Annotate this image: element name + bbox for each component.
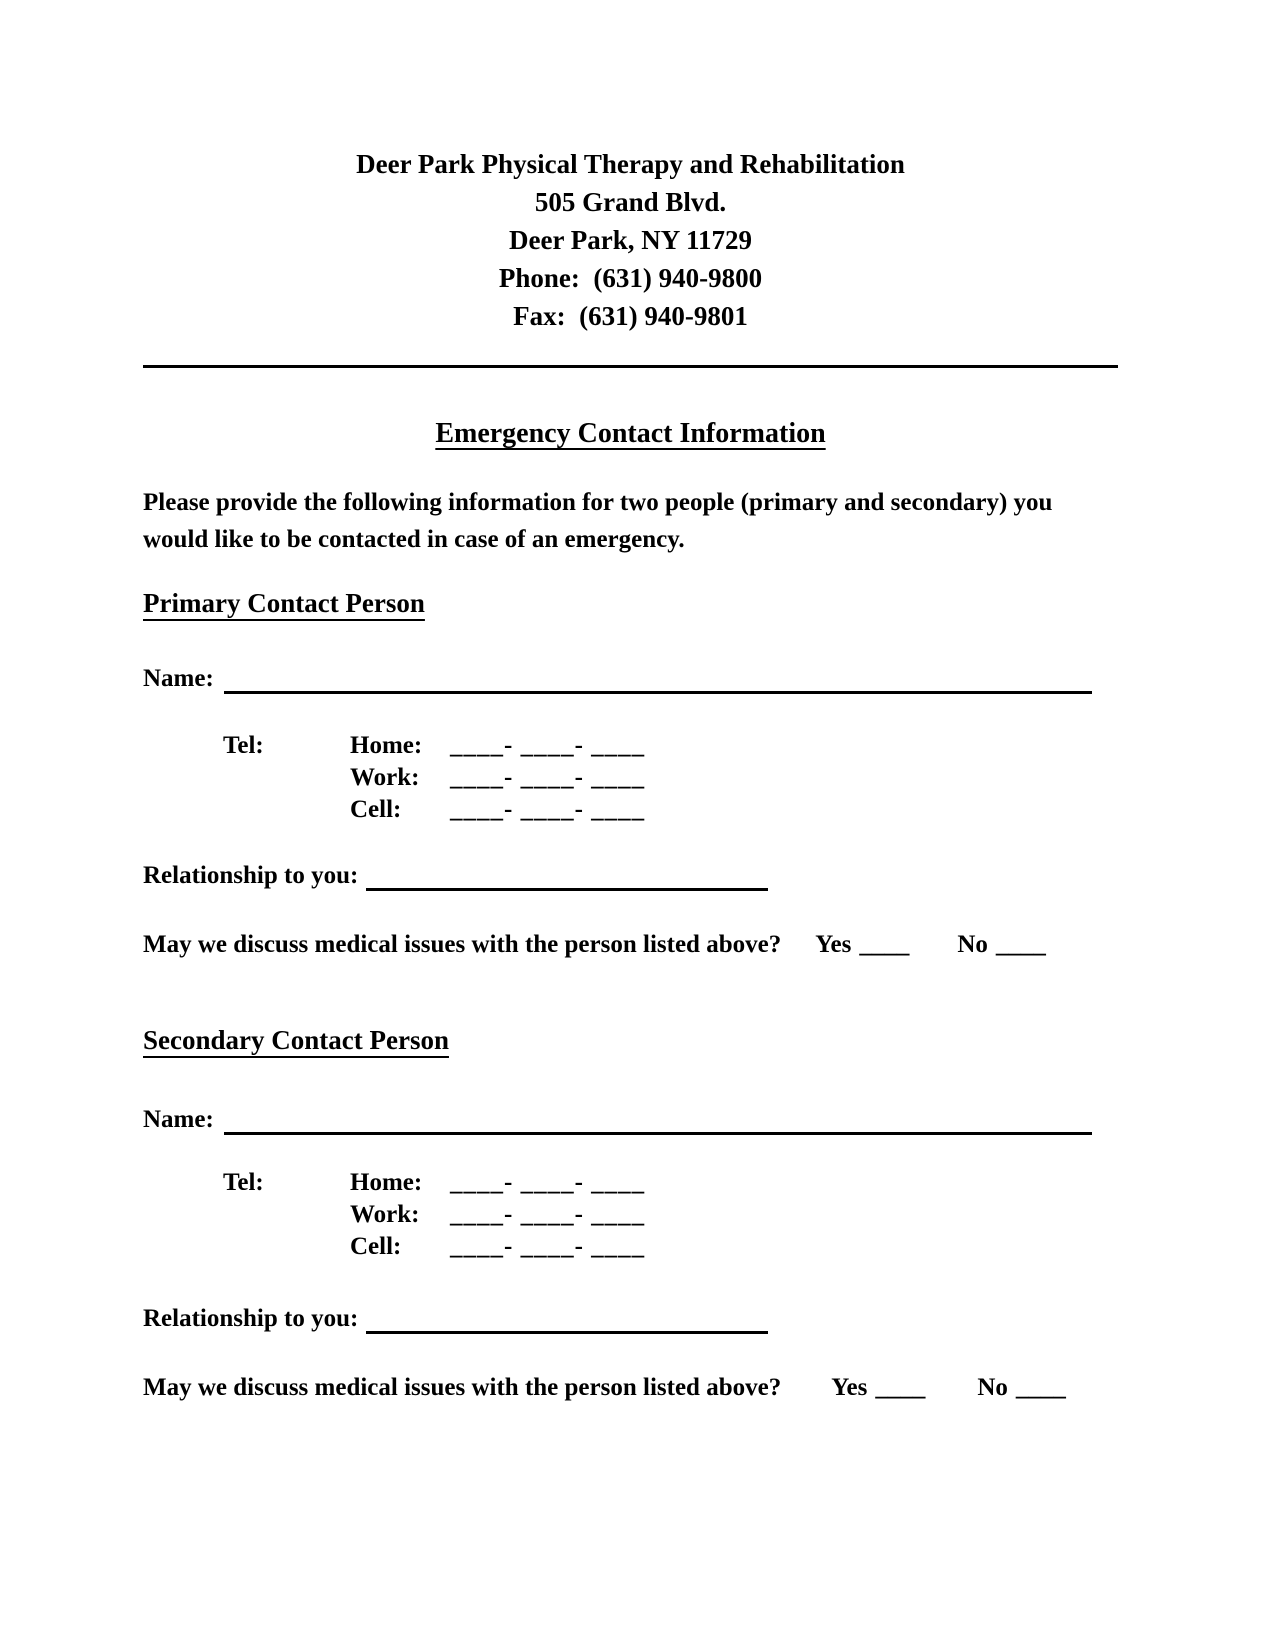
no-label: No bbox=[957, 931, 988, 958]
form-title: Emergency Contact Information bbox=[435, 418, 826, 449]
tel-label: Tel: bbox=[223, 1169, 264, 1196]
primary-name-input-line[interactable] bbox=[224, 665, 1092, 694]
intro-text bbox=[143, 484, 1118, 558]
yes-label: Yes bbox=[815, 931, 852, 958]
primary-home-row bbox=[143, 730, 1118, 762]
primary-name-row bbox=[143, 665, 1118, 694]
primary-tel-block bbox=[143, 730, 1118, 826]
no-label: No bbox=[977, 1374, 1008, 1401]
work-label: Work: bbox=[350, 1201, 420, 1228]
primary-work-phone-blank[interactable]: ____- ____- ____ bbox=[450, 764, 646, 791]
secondary-question-row bbox=[143, 1374, 1118, 1402]
clinic-name: Deer Park Physical Therapy and Rehabilitation bbox=[356, 149, 905, 179]
secondary-yes-blank[interactable]: ____ bbox=[875, 1374, 926, 1401]
primary-relationship-input-line[interactable] bbox=[366, 862, 768, 891]
primary-work-row bbox=[143, 762, 1118, 794]
tel-label: Tel: bbox=[223, 732, 264, 759]
secondary-no-blank[interactable]: ____ bbox=[1015, 1374, 1066, 1401]
primary-cell-phone-blank[interactable]: ____- ____- ____ bbox=[450, 796, 646, 823]
clinic-fax: Fax: (631) 940-9801 bbox=[513, 301, 748, 331]
header-divider bbox=[143, 365, 1118, 368]
primary-home-phone-blank[interactable]: ____- ____- ____ bbox=[450, 732, 646, 759]
secondary-tel-block bbox=[143, 1167, 1118, 1263]
primary-cell-row bbox=[143, 794, 1118, 826]
secondary-home-row bbox=[143, 1167, 1118, 1199]
clinic-phone: Phone: (631) 940-9800 bbox=[498, 263, 763, 293]
yes-label: Yes bbox=[831, 1374, 868, 1401]
secondary-work-phone-blank[interactable]: ____- ____- ____ bbox=[450, 1201, 646, 1228]
secondary-cell-phone-blank[interactable]: ____- ____- ____ bbox=[450, 1233, 646, 1260]
home-label: Home: bbox=[350, 1169, 423, 1196]
cell-label: Cell: bbox=[350, 796, 402, 823]
secondary-relationship-input-line[interactable] bbox=[366, 1305, 768, 1334]
medical-question-label: May we discuss medical issues with the person listed above? bbox=[143, 1374, 782, 1401]
relationship-label: Relationship to you: bbox=[143, 862, 359, 889]
secondary-home-phone-blank[interactable]: ____- ____- ____ bbox=[450, 1169, 646, 1196]
primary-contact-section bbox=[143, 558, 1118, 959]
secondary-section-heading: Secondary Contact Person bbox=[143, 1025, 449, 1055]
cell-label: Cell: bbox=[350, 1233, 402, 1260]
intro-line-2: would like to be contacted in case of an emergency. bbox=[143, 526, 685, 553]
secondary-name-row bbox=[143, 1106, 1118, 1135]
secondary-name-input-line[interactable] bbox=[224, 1106, 1092, 1135]
name-label: Name: bbox=[143, 1106, 214, 1133]
clinic-header bbox=[143, 145, 1118, 335]
secondary-cell-row bbox=[143, 1231, 1118, 1263]
name-label: Name: bbox=[143, 665, 214, 692]
home-label: Home: bbox=[350, 732, 423, 759]
primary-relationship-row bbox=[143, 862, 1118, 891]
secondary-work-row bbox=[143, 1199, 1118, 1231]
work-label: Work: bbox=[350, 764, 420, 791]
clinic-city-state-zip: Deer Park, NY 11729 bbox=[509, 225, 752, 255]
primary-yes-blank[interactable]: ____ bbox=[859, 931, 910, 958]
relationship-label: Relationship to you: bbox=[143, 1305, 359, 1332]
primary-section-heading: Primary Contact Person bbox=[143, 588, 425, 618]
clinic-address: 505 Grand Blvd. bbox=[534, 187, 727, 217]
primary-question-row bbox=[143, 931, 1118, 959]
secondary-contact-section bbox=[143, 959, 1118, 1402]
medical-question-label: May we discuss medical issues with the person listed above? bbox=[143, 931, 782, 958]
primary-no-blank[interactable]: ____ bbox=[995, 931, 1046, 958]
secondary-relationship-row bbox=[143, 1305, 1118, 1334]
intro-line-1: Please provide the following information for two people (primary and secondary) you bbox=[143, 489, 1053, 516]
